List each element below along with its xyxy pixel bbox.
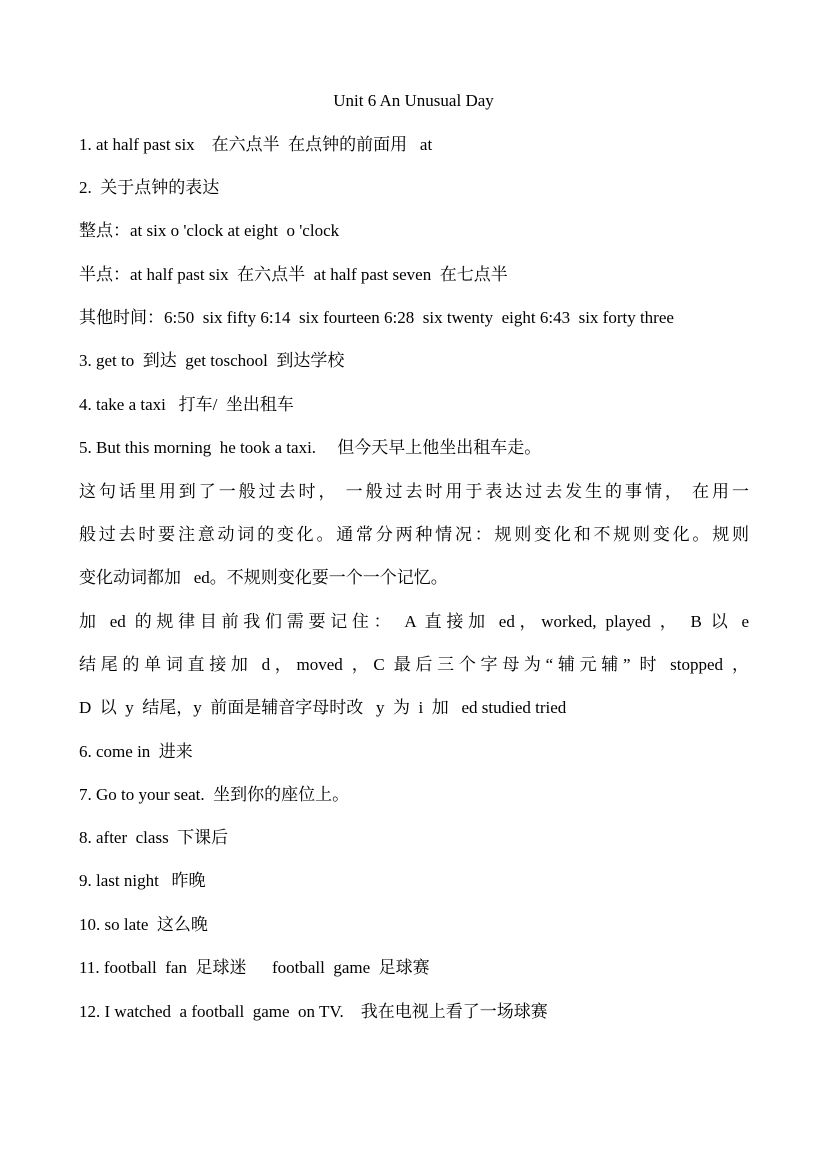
item-2-line: 2. 关于点钟的表达 [79, 178, 220, 197]
item-1-line: 1. at half past six 在六点半 在点钟的前面用 at [79, 135, 433, 154]
rule-line-3: D 以 y 结尾，y 前面是辅音字母时改 y 为 i 加 ed studied tried [79, 698, 567, 717]
item-10-line: 10. so late 这么晚 [79, 915, 208, 934]
paragraph-line-1: 这句话里用到了一般过去时， 一般过去时用于表达过去发生的事情， 在用一 [79, 482, 749, 501]
whole-hour-line: 整点：at six o 'clock at eight o 'clock [79, 221, 340, 240]
item-5-line: 5. But this morning he took a taxi. 但今天早上他坐出租车走。 [79, 438, 542, 457]
item-11-line: 11. football fan 足球迷 football game 足球赛 [79, 958, 430, 977]
item-9-line: 9. last night 昨晚 [79, 871, 206, 890]
item-7-line: 7. Go to your seat. 坐到你的座位上。 [79, 785, 350, 804]
document-title: Unit 6 An Unusual Day [333, 91, 494, 110]
rule-line-1: 加 ed 的规律目前我们需要记住： A 直接加 ed，worked, played ， B 以 e [79, 612, 749, 631]
half-hour-line: 半点：at half past six 在六点半 at half past seven 在七点半 [79, 265, 508, 284]
paragraph-line-3: 变化动词都加 ed。不规则变化要一个一个记忆。 [79, 568, 448, 587]
other-time-line: 其他时间：6:50 six fifty 6:14 six fourteen 6:28 six twenty eight 6:43 six forty three [79, 308, 674, 327]
item-8-line: 8. after class 下课后 [79, 828, 229, 847]
rule-line-2: 结尾的单词直接加 d，moved ，C 最后三个字母为“辅元辅” 时 stopped ， [79, 655, 749, 674]
item-6-line: 6. come in 进来 [79, 742, 193, 761]
item-3-line: 3. get to 到达 get toschool 到达学校 [79, 351, 345, 370]
paragraph-line-2: 般过去时要注意动词的变化。通常分两种情况：规则变化和不规则变化。规则 [79, 525, 749, 544]
item-4-line: 4. take a taxi 打车/ 坐出租车 [79, 395, 294, 414]
item-12-line: 12. I watched a football game on TV. 我在电视上看了一场球赛 [79, 1002, 548, 1021]
